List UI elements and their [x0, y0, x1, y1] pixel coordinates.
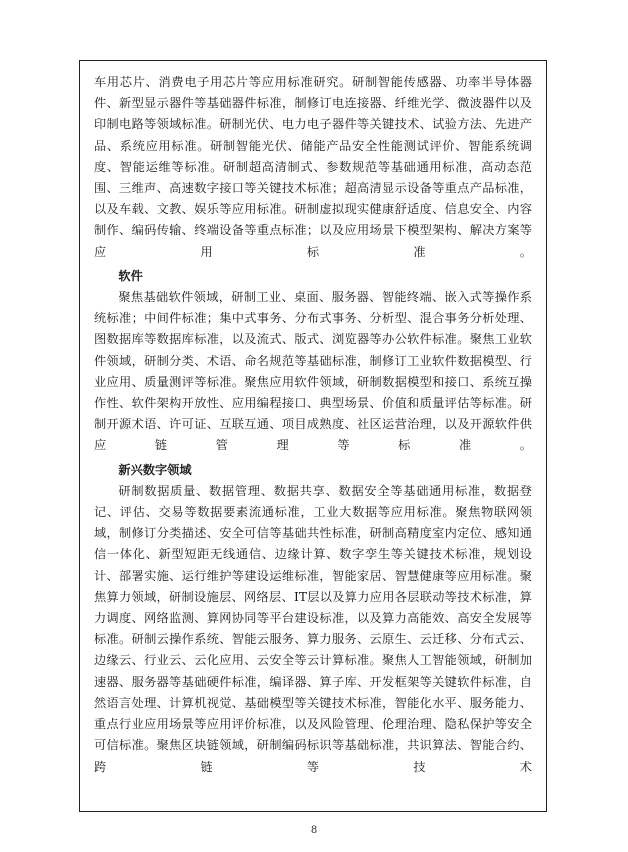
heading-software: 软件: [118, 268, 143, 283]
paragraph-emerging-digital: 研制数据质量、数据管理、数据共享、数据安全等基础通用标准，数据登记、评估、交易等数据要素流通标准，工业大数据等应用标准。聚焦物联网领域，制修订分类描述、安全可信等基础共性标准，研制高精度室内定位、感知通信一体化、新型短距无线通信、边缘计算、数字孪生等关键技术标准，规划设计、部署实施、运行维护等建设运维标准，智能家居、智慧健康等应用标准。聚焦算力领域，研制设施层、网络层、IT层以及算力应用各层联动等技术标准，算力调度、网络监测、算网协同等平台建设标准，以及算力高能效、高安全发展等标准。研制云操作系统、智能云服务、算力服务、云原生、云迁移、分布式云、边缘云、行业云、云化应用、云安全等云计算标准。聚焦人工智能领域，研制加速器、服务器等基础硬件标准，编译器、算子库、开发框架等关键软件标准，自然语言处理、计算机视觉、基础模型等关键技术标准，智能化水平、服务能力、重点行业应用场景等应用评价标准，以及风险管理、伦理治理、隐私保护等安全可信标准。聚焦区块链领域，研制编码标识等基础标准，共识算法、智能合约、跨链等技术: [94, 483, 532, 774]
page-number: 8: [310, 825, 318, 836]
paragraph-chips-devices: 车用芯片、消费电子用芯片等应用标准研究。研制智能传感器、功率半导体器件、新型显示器件等基础器件标准，制修订电连接器、纤维光学、微波器件以及印制电路等领域标准。研制光伏、电力电子器件等关键技术、试验方法、先进产品、系统应用标准。研制智能光伏、储能产品安全性能测试评价、智能系统调度、智能运维等标准。研制超高清制式、参数规范等基础通用标准，高动态范围、三维声、高速数字接口等关键技术标准；超高清显示设备等重点产品标准，以及车载、文教、娱乐等应用标准。研制虚拟现实健康舒适度、信息安全、内容制作、编码传输、终端设备等重点标准；以及应用场景下模型架构、解决方案等应用标准。: [94, 75, 532, 259]
document-body: [94, 72, 532, 778]
heading-emerging-digital: 新兴数字领域: [118, 462, 192, 477]
paragraph-software: 聚焦基础软件领域，研制工业、桌面、服务器、智能终端、嵌入式等操作系统标准；中间件标准；集中式事务、分布式事务、分析型、混合事务分析处理、图数据库等数据库标准，以及流式、版式、浏览器等办公软件标准。聚焦工业软件领域，研制分类、术语、命名规范等基础标准，制修订工业软件数据模型、行业应用、质量测评等标准。聚焦应用软件领域，研制数据模型和接口、系统互操作性、软件架构开放性、应用编程接口、典型场景、价值和质量评估等标准。研制开源术语、许可证、互联互通、项目成熟度、社区运营治理，以及开源软件供应链管理等标准。: [94, 290, 532, 453]
